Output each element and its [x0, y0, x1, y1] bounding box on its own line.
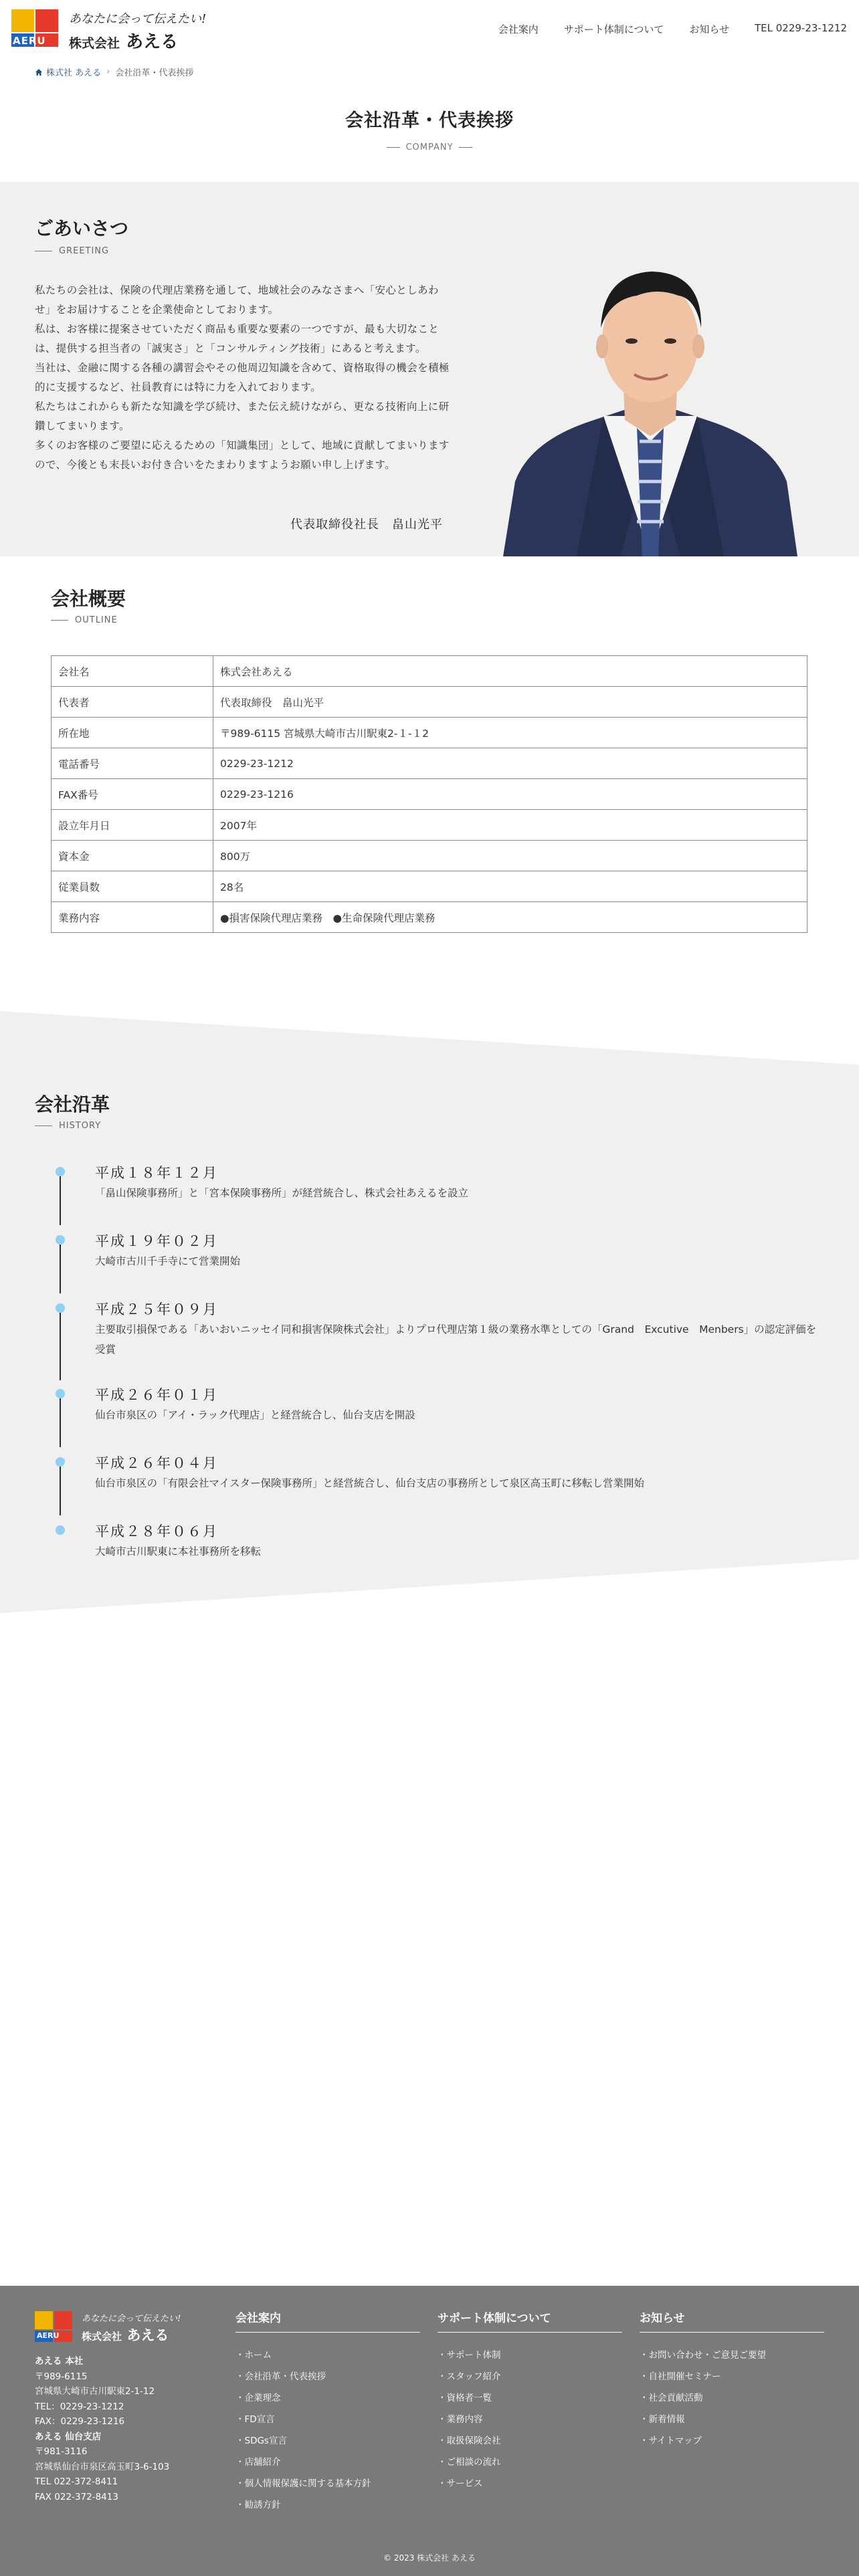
- address-line: TEL 022-372-8411: [35, 2476, 118, 2487]
- footer-link[interactable]: ・ 自社開催セミナー: [640, 2366, 824, 2387]
- footer-link[interactable]: ・ SDGs宣言: [235, 2430, 420, 2452]
- table-value: 800万: [213, 841, 807, 871]
- greeting-paragraph: 私たちはこれからも新たな知識を学び続け、また伝え続けながら、更なる技術向上に研鑽してまいります。: [35, 401, 450, 432]
- table-row: [52, 748, 807, 779]
- history-date: 平成２８年０６月: [95, 1523, 218, 1539]
- timeline-dot: [56, 1457, 65, 1467]
- address-line: あえる 仙台支店: [35, 2431, 102, 2442]
- timeline-dot: [56, 1389, 65, 1398]
- footer-link[interactable]: ・ 新着情報: [640, 2409, 824, 2430]
- table-row: [52, 871, 807, 902]
- footer-link[interactable]: ・ ホーム: [235, 2345, 420, 2366]
- logo-mark: [10, 8, 61, 49]
- logo-mark-text: AERU: [13, 35, 46, 47]
- footer-link[interactable]: ・ サイトマップ: [640, 2430, 824, 2452]
- timeline-line: [60, 1240, 61, 1293]
- footer-column-support: [438, 2309, 622, 2494]
- company-outline-table: [51, 655, 807, 933]
- table-row: [52, 841, 807, 871]
- footer-link[interactable]: ・ サービス: [438, 2473, 622, 2494]
- footer-link[interactable]: ・ ご相談の流れ: [438, 2452, 622, 2473]
- breadcrumb-home[interactable]: [35, 66, 101, 78]
- footer-column-company: [235, 2309, 420, 2516]
- greeting-subtitle: GREETING: [35, 246, 109, 256]
- timeline-dot: [56, 1235, 65, 1245]
- history-text: 「畠山保険事務所」と「宮本保険事務所」が経営統合し、株式会社あえるを設立: [95, 1187, 469, 1199]
- table-value: ●損害保険代理店業務 ●生命保険代理店業務: [213, 902, 807, 933]
- history-date: 平成１９年０２月: [95, 1233, 218, 1249]
- table-value: 〒989-6115 宮城県大崎市古川駅東2-１-１2: [213, 718, 807, 748]
- history-date: 平成１８年１２月: [95, 1165, 218, 1181]
- history-date: 平成２６年０４月: [95, 1455, 218, 1471]
- breadcrumb-current: 会社沿革・代表挨拶: [115, 68, 194, 78]
- nav-tel[interactable]: TEL 0229-23-1212: [754, 22, 847, 34]
- table-row: [52, 810, 807, 841]
- footer-link[interactable]: ・ 個人情報保護に関する基本方針: [235, 2473, 420, 2494]
- history-title: 会社沿革: [35, 1093, 110, 1115]
- footer-logo[interactable]: [35, 2311, 195, 2345]
- site-footer: [0, 2286, 859, 2576]
- footer-link[interactable]: ・ 資格者一覧: [438, 2387, 622, 2409]
- table-value: 0229-23-1212: [213, 748, 807, 779]
- timeline-line: [60, 1308, 61, 1380]
- footer-link[interactable]: ・ お問い合わせ・ご意見ご要望: [640, 2345, 824, 2366]
- footer-link[interactable]: ・ サポート体制: [438, 2345, 622, 2366]
- footer-link[interactable]: ・ 勧誘方針: [235, 2494, 420, 2516]
- ceo-portrait: [503, 241, 797, 556]
- table-value: 28名: [213, 871, 807, 902]
- table-row: [52, 779, 807, 810]
- greeting-body: [35, 281, 453, 475]
- footer-address: [35, 2354, 169, 2504]
- greeting-paragraph: 私たちの会社は、保険の代理店業務を通して、地域社会のみなさまへ「安心としあわせ」をお届けすることを企業使命としております。: [35, 284, 439, 316]
- greeting-title: ごあいさつ: [35, 217, 129, 239]
- history-subtitle: HISTORY: [35, 1121, 101, 1131]
- footer-column-news: [640, 2309, 824, 2452]
- footer-logo-name: 株式会社 あえる: [82, 2327, 169, 2343]
- history-text: 仙台市泉区の「アイ・ラック代理店」と経営統合し、仙台支店を開設: [95, 1409, 415, 1421]
- table-value: 株式会社あえる: [213, 656, 807, 687]
- timeline-line: [60, 1394, 61, 1447]
- logo-company-name: 株式会社 あえる: [69, 32, 179, 52]
- footer-link[interactable]: ・ 店舗紹介: [235, 2452, 420, 2473]
- logo-tagline: あなたに会って伝えたい!: [69, 12, 207, 26]
- footer-link[interactable]: ・ 企業理念: [235, 2387, 420, 2409]
- breadcrumb-separator: ›: [106, 67, 110, 77]
- table-label: 電話番号: [52, 748, 213, 779]
- history-text: 大崎市古川駅東に本社事務所を移転: [95, 1545, 262, 1558]
- timeline-dot: [56, 1167, 65, 1176]
- table-value: 代表取締役 畠山光平: [213, 687, 807, 718]
- nav-news[interactable]: お知らせ: [689, 23, 729, 35]
- timeline-line: [60, 1172, 61, 1225]
- footer-link[interactable]: ・ 社会貢献活動: [640, 2387, 824, 2409]
- outline-subtitle: OUTLINE: [51, 615, 118, 625]
- outline-title: 会社概要: [51, 588, 126, 610]
- address-line: 宮城県大崎市古川駅東2-1-12: [35, 2386, 155, 2397]
- nav-support[interactable]: サポート体制について: [563, 23, 664, 35]
- table-label: 所在地: [52, 718, 213, 748]
- greeting-paragraph: 私は、お客様に提案させていただく商品も重要な要素の一つですが、最も大切なことは、提供する担当者の「誠実さ」と「コンサルティング技術」にあると考えます。: [35, 323, 440, 354]
- table-label: 設立年月日: [52, 810, 213, 841]
- history-text: 仙台市泉区の「有限会社マイスター保険事務所」と経営統合し、仙台支店の事務所として泉区高玉町に移転し営業開始: [95, 1477, 645, 1489]
- address-line: 〒981-3116: [35, 2446, 88, 2457]
- address-line: FAX：0229-23-1216: [35, 2416, 125, 2427]
- site-header: [0, 0, 859, 60]
- home-icon: [35, 68, 43, 76]
- main-nav: [498, 22, 847, 36]
- breadcrumb-home-label: 株式社 あえる: [46, 68, 102, 78]
- timeline-dot: [56, 1303, 65, 1313]
- footer-column-title: お知らせ: [640, 2309, 824, 2333]
- footer-logo-mark: AERU: [35, 2311, 74, 2343]
- greeting-paragraph: 当社は、金融に関する各種の講習会やその他周辺知識を含めて、資格取得の機会を積極的に支援するなど、社員教育には特に力を入れております。: [35, 362, 450, 393]
- history-date: 平成２５年０９月: [95, 1301, 218, 1317]
- page-subtitle: COMPANY: [0, 142, 859, 152]
- greeting-section: [0, 182, 859, 556]
- footer-column-title: 会社案内: [235, 2309, 420, 2333]
- footer-link[interactable]: ・ 取扱保険会社: [438, 2430, 622, 2452]
- table-label: 資本金: [52, 841, 213, 871]
- history-date: 平成２６年０１月: [95, 1387, 218, 1403]
- greeting-paragraph: 多くのお客様のご要望に応えるための「知識集団」として、地域に貢献してまいりますので、今後とも末長いお付き合いをたまわりますようお願い申し上げます。: [35, 439, 450, 471]
- history-text: 主要取引損保である「あいおいニッセイ同和損害保険株式会社」よりプロ代理店第１級の業務水準としての「Grand Excutive Menbers」の認定評価を受賞: [95, 1323, 817, 1356]
- address-line: 宮城県仙台市泉区高玉町3-6-103: [35, 2461, 170, 2472]
- table-label: 代表者: [52, 687, 213, 718]
- timeline-dot: [56, 1525, 65, 1535]
- address-line: あえる 本社: [35, 2356, 84, 2367]
- page-title: 会社沿革・代表挨拶: [345, 110, 514, 131]
- timeline-line: [60, 1462, 61, 1515]
- breadcrumb: [35, 66, 193, 78]
- address-line: FAX 022-372-8413: [35, 2491, 118, 2502]
- nav-company[interactable]: 会社案内: [498, 23, 539, 35]
- footer-link[interactable]: ・ 業務内容: [438, 2409, 622, 2430]
- address-line: 〒989-6115: [35, 2371, 88, 2382]
- footer-link[interactable]: ・ スタッフ紹介: [438, 2366, 622, 2387]
- table-row: [52, 656, 807, 687]
- table-row: [52, 718, 807, 748]
- table-value: 2007年: [213, 810, 807, 841]
- history-text: 大崎市古川千手寺にて営業開始: [95, 1255, 241, 1267]
- table-row: [52, 902, 807, 933]
- table-label: 従業員数: [52, 871, 213, 902]
- ceo-signature: 代表取締役社長 畠山光平: [290, 518, 443, 532]
- footer-link[interactable]: ・ FD宣言: [235, 2409, 420, 2430]
- footer-column-title: サポート体制について: [438, 2309, 622, 2333]
- table-label: 会社名: [52, 656, 213, 687]
- table-row: [52, 687, 807, 718]
- table-label: 業務内容: [52, 902, 213, 933]
- footer-link[interactable]: ・ 会社沿革・代表挨拶: [235, 2366, 420, 2387]
- address-line: TEL：0229-23-1212: [35, 2401, 124, 2412]
- site-logo[interactable]: [10, 8, 211, 52]
- table-value: 0229-23-1216: [213, 779, 807, 810]
- table-label: FAX番号: [52, 779, 213, 810]
- copyright: © 2023 株式会社 あえる: [383, 2553, 476, 2563]
- footer-logo-tagline: あなたに会って伝えたい!: [82, 2314, 181, 2324]
